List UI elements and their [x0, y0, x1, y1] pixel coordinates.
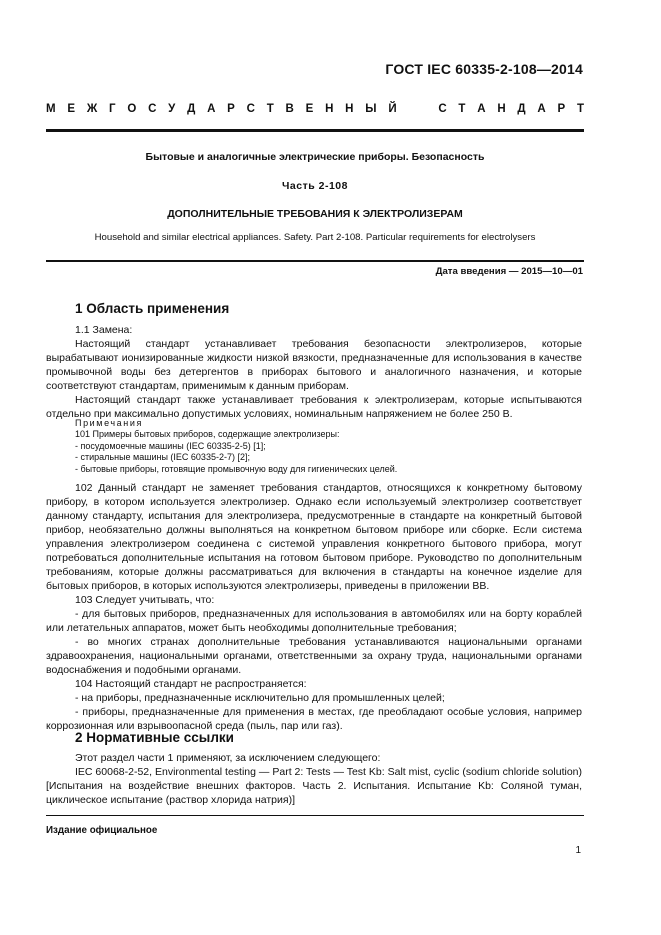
note-line: 101 Примеры бытовых приборов, содержащие электролизеры:	[75, 429, 340, 440]
list-item: - для бытовых приборов, предназначенных для использования в автомобилях или на борту кораблей или летательных аппаратов, может быть необходимы дополнительные требования;	[46, 608, 582, 634]
banner-letter: С	[148, 103, 157, 115]
interstate-standard-banner	[46, 103, 584, 115]
banner-letter: Т	[576, 103, 584, 115]
section-1-body-cont	[46, 481, 582, 733]
paragraph: Настоящий стандарт также устанавливает требования к электролизерам, которые испытываются отдельно при максимально допустимых условиях, номинальным напряжением не более 250 В.	[46, 394, 582, 420]
banner-letter: Й	[388, 103, 397, 115]
footer-rule	[46, 815, 584, 816]
banner-letter: С	[438, 103, 447, 115]
banner-letter	[423, 103, 426, 115]
banner-letter: А	[207, 103, 216, 115]
banner-letter: Т	[458, 103, 466, 115]
banner-letter: Н	[325, 103, 334, 115]
paragraph: Настоящий стандарт устанавливает требования безопасности электролизеров, которые вырабатывают ионизированные жидкости низкой вязкости, предназначенные для использования в качестве промывочной воды без детергентов в приборах бытового и аналогичного назначения, и которые соответствуют стандартам, применимым к данным приборам.	[46, 338, 582, 392]
banner-letter: А	[477, 103, 486, 115]
paragraph: IEC 60068-2-52, Environmental testing — Part 2: Tests — Test Kb: Salt mist, cyclic (sodium chloride solution) [Испытания на воздействие внешних факторов. Часть 2. Испытания. Испытание Kb: Соляной туман, циклическое испытание (раствор хлорида натрия)]	[46, 766, 582, 806]
banner-letter: Ы	[365, 103, 377, 115]
banner-letter: Н	[497, 103, 506, 115]
title-general: Бытовые и аналогичные электрические приборы. Безопасность	[145, 151, 485, 163]
list-item: - приборы, предназначенные для применения в местах, где преобладают особые условия, например коррозионная или взрывоопасной среда (пыль, пар или газ).	[46, 706, 582, 732]
banner-letter: Д	[187, 103, 196, 115]
title-rule	[46, 260, 584, 262]
paragraph: Этот раздел части 1 применяют, за исключением следующего:	[75, 752, 381, 764]
banner-letter: Н	[345, 103, 354, 115]
title-part: Часть 2-108	[282, 180, 348, 192]
section-1-heading: 1 Область применения	[75, 301, 230, 316]
banner-letter: Т	[266, 103, 274, 115]
title-english: Household and similar electrical appliances. Safety. Part 2-108. Particular requirements for electrolysers	[94, 232, 536, 243]
note-line: - стиральные машины (IEC 60335-2-7) [2];	[75, 452, 250, 463]
note-line: - посудомоечные машины (IEC 60335-2-5) [1];	[75, 440, 266, 451]
paragraph-102: 102 Данный стандарт не заменяет требования стандартов, относящихся к конкретному бытовому прибору, в котором используется электролизер. Однако если используемый электролизер соответствует данному стандарту, испытания для электролизера, предусмотренные в стандарте на конкретный бытовой прибор, необязательно должны выполняться на конкретном бытовом приборе или сборке. Если система управления электролизером соединена с системой управления конкретного бытового прибора, могут потребоваться дополнительные испытания на готовом бытовом приборе. Руководство по дополнительным требованиям, которые должны рассматриваться для включения в стандарты на конечное изделие для бытовых приборов, в которых используются электролизеры, приведены в приложении ВВ.	[46, 482, 582, 592]
list-item: - на приборы, предназначенные исключительно для промышленных целей;	[75, 692, 445, 704]
introduction-date: Дата введения — 2015—10—01	[435, 266, 583, 277]
banner-letter: М	[46, 103, 56, 115]
document-code: ГОСТ IEC 60335-2-108—2014	[385, 61, 583, 77]
page-number: 1	[575, 845, 581, 856]
banner-letter: В	[285, 103, 294, 115]
banner-letter: О	[127, 103, 137, 115]
banner-letter: Ж	[86, 103, 98, 115]
section-2-heading: 2 Нормативные ссылки	[75, 730, 234, 745]
list-item: - во многих странах дополнительные требования устанавливаются национальными органами здравоохранения, национальными органами, ответственными за охрану труда, национальными органами водоснабжения и подобными органами.	[46, 636, 582, 676]
official-edition-label: Издание официальное	[46, 825, 158, 836]
notes-block	[75, 418, 575, 475]
banner-letter: Д	[517, 103, 526, 115]
paragraph: 1.1 Замена:	[75, 324, 133, 336]
banner-letter: Р	[557, 103, 566, 115]
title-specific: ДОПОЛНИТЕЛЬНЫЕ ТРЕБОВАНИЯ К ЭЛЕКТРОЛИЗЕРАМ	[167, 208, 463, 220]
note-line: - бытовые приборы, готовящие промывочную воду для гигиенических целей.	[75, 463, 398, 474]
section-2-body	[46, 751, 582, 807]
paragraph-104: 104 Настоящий стандарт не распространяется:	[75, 678, 307, 690]
banner-letter: У	[168, 103, 176, 115]
paragraph-103: 103 Следует учитывать, что:	[75, 594, 215, 606]
header-rule	[46, 129, 584, 132]
notes-label: Примечания	[75, 418, 143, 428]
banner-letter: Г	[109, 103, 116, 115]
banner-letter	[408, 103, 411, 115]
section-1-body	[46, 323, 582, 421]
banner-letter: Е	[67, 103, 76, 115]
banner-letter: А	[537, 103, 546, 115]
banner-letter: С	[246, 103, 255, 115]
banner-letter: Р	[227, 103, 235, 115]
banner-letter: Е	[305, 103, 314, 115]
